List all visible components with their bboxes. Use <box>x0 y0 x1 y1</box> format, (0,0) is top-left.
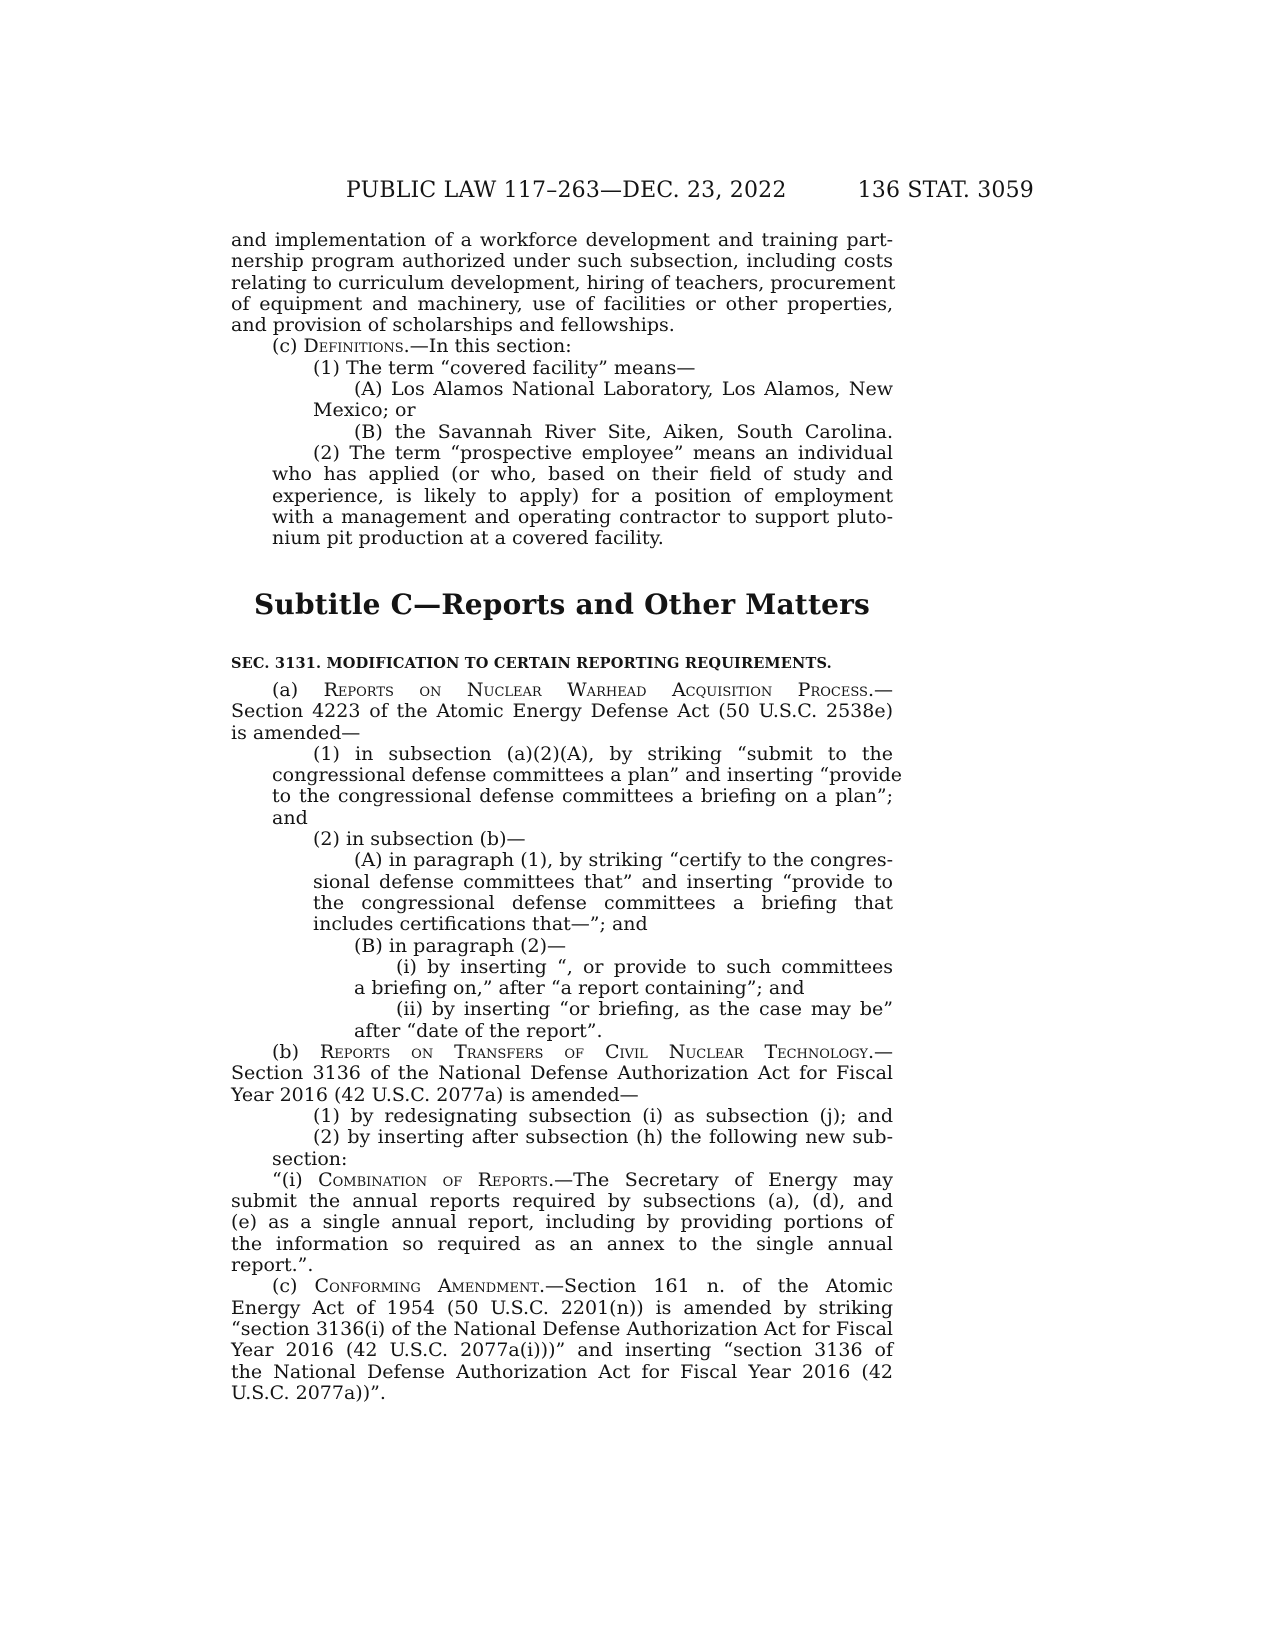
text-line: and implementation of a workforce development and training part- <box>231 229 893 251</box>
text-line: the information so required as an annex to the single annual <box>231 1232 893 1255</box>
text-line: after “date of the report”. <box>354 1019 603 1042</box>
text-line: sional defense committees that” and inserting “provide to <box>313 870 893 893</box>
text-line: Section 4223 of the Atomic Energy Defense Act (50 U.S.C. 2538e) <box>231 700 893 723</box>
text-line <box>231 680 893 701</box>
text-line <box>231 1170 893 1191</box>
text-line: Section 3136 of the National Defense Authorization Act for Fiscal <box>231 1062 893 1085</box>
small-caps-heading: Conforming Amendment <box>314 1275 540 1298</box>
text-line: the congressional defense committees a briefing that <box>313 891 893 914</box>
text-line: experience, is likely to apply) for a position of employment <box>272 484 893 507</box>
page-stat-number: 136 STAT. 3059 <box>857 178 1034 203</box>
text-line: with a management and operating contractor to support pluto- <box>272 505 893 528</box>
text-line: (1) in subsection (a)(2)(A), by striking “submit to the <box>313 742 893 765</box>
line-text: .—In this section: <box>403 335 572 358</box>
section-body-text-block <box>231 679 903 1404</box>
text-line: (1) The term “covered facility” means— <box>313 356 696 379</box>
text-line: (ii) by inserting “or briefing, as the case may be” <box>396 998 893 1021</box>
line-prefix: (a) <box>272 679 324 701</box>
text-line: (A) Los Alamos National Laboratory, Los Alamos, New <box>354 378 893 401</box>
text-line: “section 3136(i) of the National Defense Authorization Act for Fiscal <box>231 1317 893 1340</box>
text-line: (B) in paragraph (2)— <box>354 934 567 957</box>
text-line: Energy Act of 1954 (50 U.S.C. 2201(n)) is amended by striking <box>231 1296 893 1319</box>
line-prefix: “(i) <box>272 1168 319 1191</box>
line-text: .—The Secretary of Energy may <box>548 1168 893 1191</box>
text-line: report.”. <box>231 1254 314 1277</box>
text-line: (2) in subsection (b)— <box>313 828 526 851</box>
line-prefix: (c) <box>272 1275 315 1298</box>
text-line: a briefing on,” after “a report containing”; and <box>354 977 805 1000</box>
text-line: is amended— <box>231 721 361 744</box>
running-header-title: PUBLIC LAW 117–263—DEC. 23, 2022 <box>346 178 787 203</box>
subtitle-heading: Subtitle C—Reports and Other Matters <box>253 588 871 621</box>
text-line <box>231 336 893 357</box>
text-line: section: <box>272 1147 348 1170</box>
text-line: includes certifications that—”; and <box>313 913 648 936</box>
small-caps-heading: Definitions <box>303 335 404 358</box>
text-line: and provision of scholarships and fellowships. <box>231 314 675 337</box>
text-line <box>231 1276 893 1297</box>
small-caps-heading: Reports on Nuclear Warhead Acquisition Process <box>323 679 868 701</box>
text-line <box>231 1042 893 1063</box>
text-line: (e) as a single annual report, including by providing portions of <box>231 1211 893 1234</box>
section-heading: SEC. 3131. MODIFICATION TO CERTAIN REPORTING REQUIREMENTS. <box>231 655 832 672</box>
small-caps-heading: Combination of Reports <box>318 1168 549 1191</box>
text-line: relating to curriculum development, hiring of teachers, procurement <box>231 271 896 294</box>
text-line: (2) by inserting after subsection (h) the following new sub- <box>313 1126 893 1149</box>
text-line: (i) by inserting “, or provide to such committees <box>396 955 893 978</box>
text-line: and <box>272 806 308 829</box>
text-line: (2) The term “prospective employee” means an individual <box>313 441 893 464</box>
line-text: .— <box>867 1041 893 1064</box>
text-line: congressional defense committees a plan” and inserting “provide <box>272 764 903 787</box>
text-line: submit the annual reports required by subsections (a), (d), and <box>231 1190 893 1213</box>
text-line: (1) by redesignating subsection (i) as subsection (j); and <box>313 1104 893 1127</box>
text-line: nium pit production at a covered facility. <box>272 527 664 550</box>
line-prefix: (c) <box>272 335 304 358</box>
text-line: (B) the Savannah River Site, Aiken, South Carolina. <box>354 420 893 443</box>
text-line: (A) in paragraph (1), by striking “certify to the congres- <box>354 849 893 872</box>
text-line: of equipment and machinery, use of facilities or other properties, <box>231 292 893 315</box>
text-line: to the congressional defense committees a briefing on a plan”; <box>272 785 893 808</box>
text-line: the National Defense Authorization Act for Fiscal Year 2016 (42 <box>231 1360 893 1383</box>
definitions-text-block <box>231 229 896 550</box>
text-line: Year 2016 (42 U.S.C. 2077a) is amended— <box>231 1083 639 1106</box>
line-text: .— <box>867 679 893 701</box>
line-prefix: (b) <box>272 1041 320 1064</box>
text-line: nership program authorized under such subsection, including costs <box>231 250 893 273</box>
text-line: Year 2016 (42 U.S.C. 2077a(i)))” and inserting “section 3136 of <box>231 1339 893 1362</box>
text-line: who has applied (or who, based on their field of study and <box>272 463 893 486</box>
text-line: U.S.C. 2077a))”. <box>231 1381 386 1404</box>
text-line: Mexico; or <box>313 399 416 422</box>
line-text: .—Section 161 n. of the Atomic <box>539 1275 893 1298</box>
small-caps-heading: Reports on Transfers of Civil Nuclear Technology <box>319 1041 868 1064</box>
